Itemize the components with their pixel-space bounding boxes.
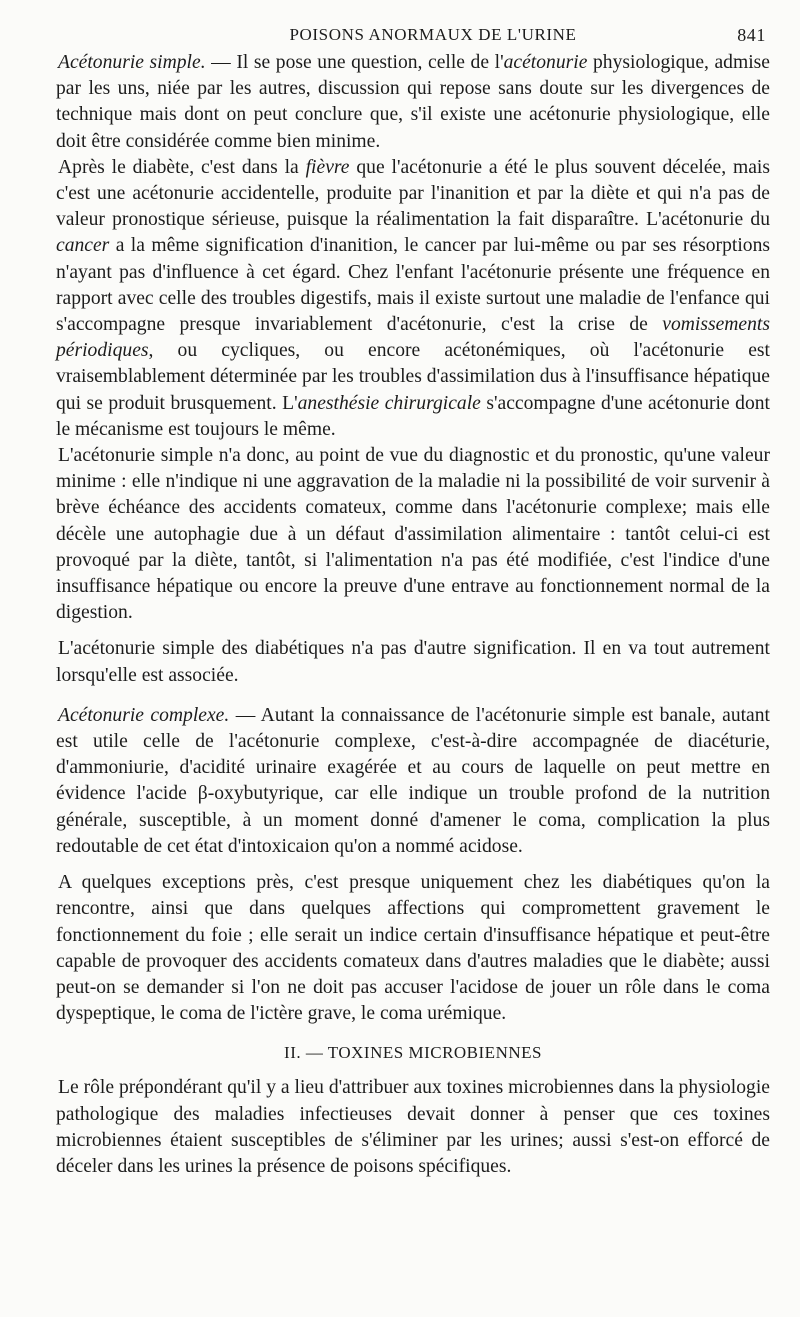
running-title: POISONS ANORMAUX DE L'URINE xyxy=(289,25,577,44)
text-run: s'accompagne d'une acétonurie dont le mécanisme est toujours le même. xyxy=(56,392,770,440)
run-in-heading: Acétonurie simple. xyxy=(58,52,206,73)
run-in-heading: Acétonurie complexe. xyxy=(58,704,230,726)
italic-term: acétonurie xyxy=(503,52,588,73)
paragraph-exceptions: A quelques exceptions près, c'est presque uniquement chez les diabétiques qu'on la rencontre, ainsi que dans quelques affections qui compromettent gravement le fonctionnement du foie ; elle serait un indice certain d'insuffisance hépatique et peut-être capable de provoquer des accidents comateux dans d'autres maladies que le diabète; aussi peut-on se demander si l'on ne doit pas accuser l'acidose de jouer un rôle dans le coma dyspeptique, le coma de l'ictère grave, le coma urémique. xyxy=(56,872,770,1025)
paragraph-diabete xyxy=(56,155,770,443)
text-run: — Autant la connaissance de l'acétonurie simple est banale, autant est utile celle de l'acétonurie complexe, c'est-à-dire accompagnée de diacéturie, d'ammoniurie, d'acidité urinaire exagérée et au cours de laquelle on peut mettre en évidence l'acide β-oxybutyrique, car elle indique un trouble profond de la nutrition générale, susceptible, à un moment donné d'amener le coma, complication la plus redoutable de cet état d'intoxicaion qu'on a nommé acidose. xyxy=(56,704,770,857)
text-run: que l'acétonurie a été le plus souvent décelée, mais c'est une acétonurie accidentelle, produite par l'inanition et par la diète et qui n'a pas de valeur pronostique sérieuse, puisque la réalimentation la fait disparaître. L'acétonurie du xyxy=(56,156,771,231)
paragraph-acetonurie-simple xyxy=(56,50,770,155)
text-run: a la même signification d'inanition, le cancer par lui-même ou par ses résorptions n'ayant pas d'influence à cet égard. Chez l'enfant l'acétonurie présente une fréquence en rapport avec celle des troubles digestifs, mais il existe surtout une maladie de l'enfance qui s'accompagne presque invariablement d'acétonurie, c'est la crise de xyxy=(56,235,770,336)
paragraph-acetonurie-complexe xyxy=(56,703,770,860)
italic-term: cancer xyxy=(56,235,110,257)
paragraph-gap xyxy=(56,626,770,636)
italic-term: fièvre xyxy=(305,156,350,178)
paragraph-gap xyxy=(56,860,770,870)
paragraph-gap xyxy=(56,689,770,703)
section-heading: II. — TOXINES MICROBIENNES xyxy=(284,1043,542,1063)
italic-term: anesthésie chirurgicale xyxy=(297,392,481,414)
body-text xyxy=(56,50,770,1180)
paragraph-valeur-minime: L'acétonurie simple n'a donc, au point de vue du diagnostic et du pronostic, qu'une valeur minime : elle n'indique ni une aggravation de la maladie ni la possibilité de voir survenir à brève échéance des accidents comateux, comme dans l'acétonurie complexe; mais elle décèle une autophagie due à un défaut d'assimilation alimentaire : tantôt celui-ci est provoqué par la diète, tantôt, si l'alimentation n'a pas été modifiée, c'est l'indice d'une insuffisance hépatique ou encore la preuve d'une entrave au fonctionnement normal de la digestion. xyxy=(56,445,770,624)
text-run: , ou cycliques, ou encore acétonémiques, où l'acétonurie est vraisemblablement déterminée par les troubles d'assimilation dus à l'insuffisance hépatique qui se produit brusquement. L' xyxy=(56,340,770,414)
paragraph-diabetiques: L'acétonurie simple des diabétiques n'a pas d'autre signification. Il en va tout autrement lorsqu'elle est associée. xyxy=(56,638,770,686)
page-number: 841 xyxy=(737,25,766,45)
text-run: — Il se pose une question, celle de l' xyxy=(205,52,504,73)
text-run: Après le diabète, c'est dans la xyxy=(58,156,306,178)
italic-term: vomissements périodiques xyxy=(56,314,770,362)
paragraph-toxines: Le rôle prépondérant qu'il y a lieu d'attribuer aux toxines microbiennes dans la physiologie pathologique des maladies infectieuses devait donner à penser que ces toxines microbiennes étaient susceptibles de s'éliminer par les urines; aussi s'est-on efforcé de déceler dans les urines la présence de poisons spécifiques. xyxy=(56,1077,770,1177)
text-run: physiologique, admise par les uns, niée par les autres, discussion qui repose sans doute sur les divergences de technique mais dont on peut conclure que, s'il existe une acétonurie physiologique, elle doit être considérée comme bien minime. xyxy=(56,52,770,152)
running-header xyxy=(56,20,770,50)
